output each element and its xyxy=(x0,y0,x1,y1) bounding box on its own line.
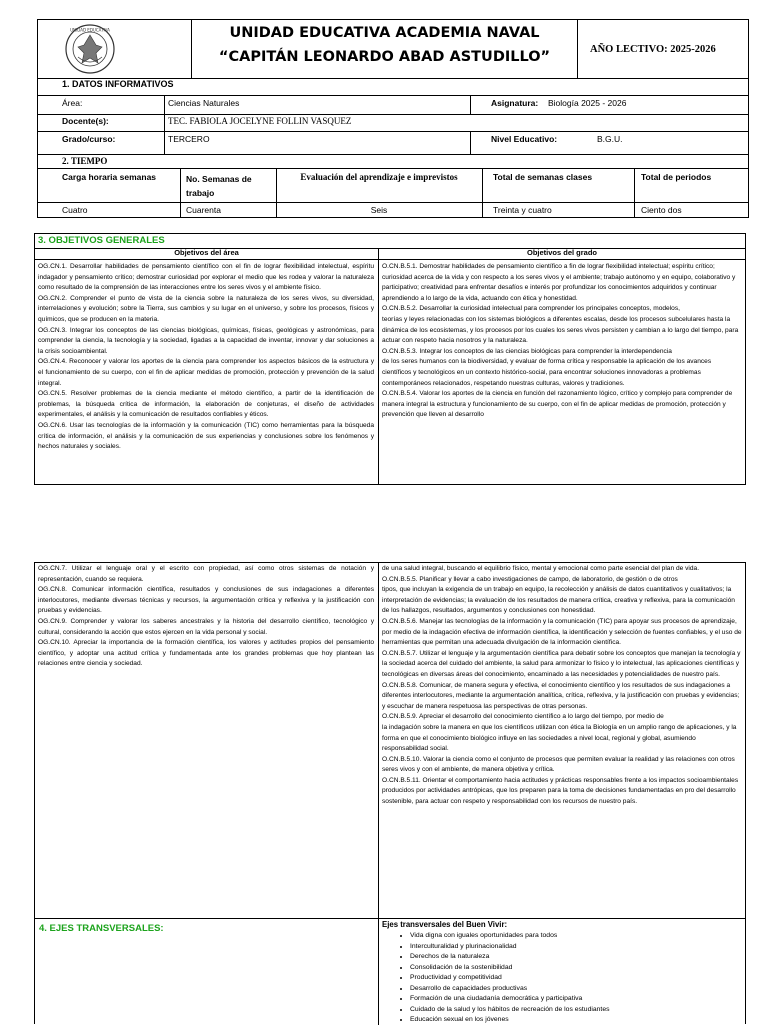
area-label: Área: xyxy=(62,98,83,108)
col-header-area: Objetivos del área xyxy=(174,248,239,257)
grado-objective: O.CN.B.5.7. Utilizar el lenguaje y la argumentación científica para debatir sobre los conceptos que manejan la tecnología y la sociedad acerca del cuidado del ambiente, la salud para armonizar lo físico y lo intelectual, las aplicaciones científicas y tecnológicas en diversas áreas del conocimiento, encaminado a las necesidades y potencialidades de nuestro país. xyxy=(382,649,741,678)
area-objective: OG.CN.4. Reconocer y valorar los aportes de la ciencia para comprender los aspectos básicos de la estructura y el funcionamiento de su cuerpo, con el fin de aplicar medidas de promoción, protección y prevención de la salud integral. xyxy=(38,358,374,387)
area-objective: OG.CN.8. Comunicar información científica, resultados y conclusiones de sus indagaciones a diferentes interlocutores, mediante diversas técnicas y recursos, la argumentación crítica y reflexiva y la justificación con pruebas y evidencias. xyxy=(38,586,374,615)
objetivos-section-title: 3. OBJETIVOS GENERALES xyxy=(38,235,165,246)
header-table xyxy=(37,19,749,79)
ejes-item: • Desarrollo de capacidades productivas xyxy=(410,984,742,995)
grado-objective: O.CN.B.5.1. Demostrar habilidades de pensamiento científico a fin de lograr flexibilidad intelectual; espíritu crítico; curiosidad acerca de la vida y con respecto a los seres vivos y el ambiente; trabajo autónomo y en equipo, colaborativo y participativo; creatividad para enfrentar desafíos e interés por profundizar los conocimientos adquiridos y continuar aprendiendo a lo largo de la vida, actuando con ética y honestidad. xyxy=(382,263,736,302)
grado-objective: O.CN.B.5.4. Valorar los aportes de la ciencia en función del razonamiento lógico, crítico y complejo para comprender de manera integral la estructura y funcionamiento de su cuerpo, con el fin de aplicar medidas de promoción, protección y prevención que lleven al desarrollo xyxy=(382,390,733,419)
tiempo-value-total-periodos: Ciento dos xyxy=(641,205,682,215)
tiempo-section-title: 2. TIEMPO xyxy=(62,156,108,166)
area-objective: OG.CN.6. Usar las tecnologías de la información y la comunicación (TIC) como herramientas para la búsqueda crítica de información, el análisis y la comunicación de sus experiencias y conclusiones sobre los fenómenos y hechos naturales y sociales. xyxy=(38,421,374,451)
ejes-item: • Educación sexual en los jóvenes xyxy=(410,1015,742,1026)
objetivos-table xyxy=(34,233,746,485)
grado-objective: tipos, que incluyan la exigencia de un trabajo en equipo, la recolección y análisis de datos cuantitativos y cualitativos; la interpretación de evidencias; la evaluación de los resultados de manera crítica, creativa y reflexiva, para la comunicación de los hallazgos, resultados, argumentos y conclusiones con honestidad. xyxy=(382,586,735,615)
area-objective: OG.CN.9. Comprender y valorar los saberes ancestrales y la historia del desarrollo científico, tecnológico y cultural, considerando la acción que estos ejercen en la vida personal y social. xyxy=(38,617,374,636)
ejes-item: • Interculturalidad y plurinacionalidad xyxy=(410,942,742,953)
grado-objective: O.CN.B.5.5. Planificar y llevar a cabo investigaciones de campo, de laboratorio, de gestión o de otros xyxy=(382,575,678,583)
school-name: UNIDAD EDUCATIVA ACADEMIA NAVAL xyxy=(229,25,540,41)
ejes-subtitle: Ejes transversales del Buen Vivir: xyxy=(382,920,508,929)
grado-value: TERCERO xyxy=(168,134,210,144)
asignatura-value: Biología 2025 - 2026 xyxy=(548,98,627,108)
tiempo-header-total-semanas: Total de semanas clases xyxy=(493,172,593,182)
tiempo-header-evaluacion: Evaluación del aprendizaje e imprevistos xyxy=(300,172,458,182)
area-objective: OG.CN.3. Integrar los conceptos de las ciencias biológicas, químicas, físicas, geológicas y astronómicas, para comprender la ciencia, la tecnología y la sociedad, ligadas a la capacidad de inventar, innovar y dar soluciones a la crisis socioambiental. xyxy=(38,326,374,355)
grado-objective: O.CN.B.5.10. Valorar la ciencia como el conjunto de procesos que permiten evaluar la realidad y las relaciones con otros seres vivos y con el ambiente, de manera objetiva y crítica. xyxy=(382,755,735,774)
ejes-item: • Vida digna con iguales oportunidades para todos xyxy=(410,931,742,942)
grado-objective: teorías y leyes relacionadas con los sistemas biológicos a diferentes escalas, desde los procesos subcelulares hasta la dinámica de los ecosistemas, y los procesos por los cuales los seres vivos persisten y cambian a lo largo del tiempo, para actuar con respeto hacia nosotros y la naturaleza. xyxy=(382,315,739,345)
area-objective: OG.CN.1. Desarrollar habilidades de pensamiento científico con el fin de lograr flexibilidad intelectual, espíritu indagador y pensamiento crítico; demostrar curiosidad por explorar el medio que les rodea y valorar la naturaleza como resultado de la comprensión de las interacciones entre los seres vivos y el ambiente físico. xyxy=(38,263,374,292)
grado-label: Grado/curso: xyxy=(62,134,116,144)
ejes-item: • Consolidación de la sostenibilidad xyxy=(410,963,742,974)
tiempo-header-carga: Carga horaria semanas xyxy=(62,172,157,182)
school-subname: “CAPITÁN LEONARDO ABAD ASTUDILLO” xyxy=(218,49,551,65)
docente-label: Docente(s): xyxy=(62,116,109,126)
area-objective: OG.CN.10. Apreciar la importancia de la formación científica, los valores y actitudes propios del pensamiento científico, y adoptar una actitud crítica y fundamentada ante los grandes problemas que hoy plantean las relaciones entre ciencia y sociedad. xyxy=(38,639,374,668)
tiempo-value-semanas: Cuarenta xyxy=(186,205,221,215)
seal-text: UNIDAD EDUCATIVA xyxy=(70,27,110,33)
asignatura-label: Asignatura: xyxy=(491,98,539,108)
grado-objective: O.CN.B.5.2. Desarrollar la curiosidad intelectual para comprender los principales conceptos, modelos, xyxy=(382,305,680,313)
grado-objective: O.CN.B.5.6. Manejar las tecnologías de la información y la comunicación (TIC) para apoyar sus procesos de aprendizaje, por medio de la indagación efectiva de información científica, la identificación y selección de fuentes confiables, y el uso de herramientas que permitan una adecuada divulgación de la información científica. xyxy=(382,617,742,647)
grado-objectives-p2 xyxy=(382,564,742,808)
ejes-list xyxy=(382,931,742,1026)
docente-value: TEC. FABIOLA JOCELYNE FOLLIN VASQUEZ xyxy=(168,116,352,126)
ejes-section-title: 4. EJES TRANSVERSALES: xyxy=(39,923,164,934)
school-name-cell xyxy=(192,20,578,78)
area-objective: OG.CN.2. Comprender el punto de vista de la ciencia sobre la naturaleza de los seres vivos, su diversidad, interrelaciones y evolución; sobre la Tierra, sus cambios y su lugar en el universo, y sobre los procesos, físicos y químicos, que se producen en la materia. xyxy=(38,294,374,323)
ejes-item: • Productividad y competitividad xyxy=(410,973,742,984)
ejes-item: • Cuidado de la salud y los hábitos de recreación de los estudiantes xyxy=(410,1005,742,1016)
school-year: AÑO LECTIVO: 2025-2026 xyxy=(590,44,716,55)
grado-objective: de los seres humanos con la biodiversidad, y evaluar de forma crítica y responsable la aplicación de los avances científicos y tecnológicos en un contexto histórico-social, para encontrar soluciones innovadoras a problemas contemporáneos relacionados, respetando nuestras culturas, valores y tradiciones. xyxy=(382,358,712,387)
objetivos-table-cont xyxy=(34,562,746,1024)
area-value: Ciencias Naturales xyxy=(168,98,240,108)
ejes-item: • Derechos de la naturaleza xyxy=(410,952,742,963)
nivel-label: Nivel Educativo: xyxy=(491,134,558,144)
logo-cell xyxy=(38,20,192,78)
grado-objective: la indagación sobre la manera en que los científicos utilizan con ética la Biología en un amplio rango de aplicaciones, y la forma en que el conocimiento biológico influye en las sociedades a nivel local, regional y global, asumiendo responsabilidad social. xyxy=(382,723,737,753)
datos-section-title: 1. DATOS INFORMATIVOS xyxy=(62,79,174,89)
area-objective: OG.CN.7. Utilizar el lenguaje oral y el escrito con propiedad, así como otros sistemas de notación y representación, cuando se requiera. xyxy=(38,565,374,583)
grado-objective: O.CN.B.5.11. Orientar el comportamiento hacia actitudes y prácticas responsables frente a los impactos socioambientales producidos por actividades antrópicas, que los preparen para la toma de decisiones fundamentadas en pro del desarrollo sostenible, para actuar con respeto y responsabilidad con los recursos de nuestro país. xyxy=(382,776,739,806)
tiempo-header-total-periodos: Total de periodos xyxy=(641,172,712,182)
school-seal-icon xyxy=(64,23,116,75)
ejes-list-cell xyxy=(382,920,742,1026)
area-objectives-p2 xyxy=(38,564,374,670)
grado-objective: O.CN.B.5.3. Integrar los conceptos de las ciencias biológicas para comprender la interdependencia xyxy=(382,347,672,355)
ejes-item: • Formación de una ciudadanía democrática y participativa xyxy=(410,994,742,1005)
col-header-grado: Objetivos del grado xyxy=(526,248,597,257)
grado-objective: O.CN.B.5.8. Comunicar, de manera segura y efectiva, el conocimiento científico y los resultados de sus indagaciones a diferentes interlocutores, mediante la argumentación analítica, crítica, reflexiva, y la justificación con pruebas y evidencias; y escuchar de manera respetuosa las perspectivas de otras personas. xyxy=(382,681,740,710)
area-objective: OG.CN.5. Resolver problemas de la ciencia mediante el método científico, a partir de la identificación de problemas, la búsqueda crítica de información, la elaboración de conjeturas, el diseño de actividades experimentales, el análisis y la comunicación de resultados confiables y éticos. xyxy=(38,390,374,419)
tiempo-value-evaluacion: Seis xyxy=(370,205,388,215)
grado-objectives-p1 xyxy=(382,262,742,421)
area-objectives-p1 xyxy=(38,262,374,453)
tiempo-header-semanas: No. Semanas de trabajo xyxy=(186,174,252,198)
nivel-value: B.G.U. xyxy=(597,134,623,144)
tiempo-value-total-semanas: Treinta y cuatro xyxy=(493,205,552,215)
grado-objective: de una salud integral, buscando el equilibrio físico, mental y emocional como parte esencial del plan de vida. xyxy=(382,565,700,572)
tiempo-value-carga: Cuatro xyxy=(62,205,88,215)
datos-table xyxy=(37,78,749,218)
grado-objective: O.CN.B.5.9. Apreciar el desarrollo del conocimiento científico a lo largo del tiempo, por medio de xyxy=(382,713,664,721)
